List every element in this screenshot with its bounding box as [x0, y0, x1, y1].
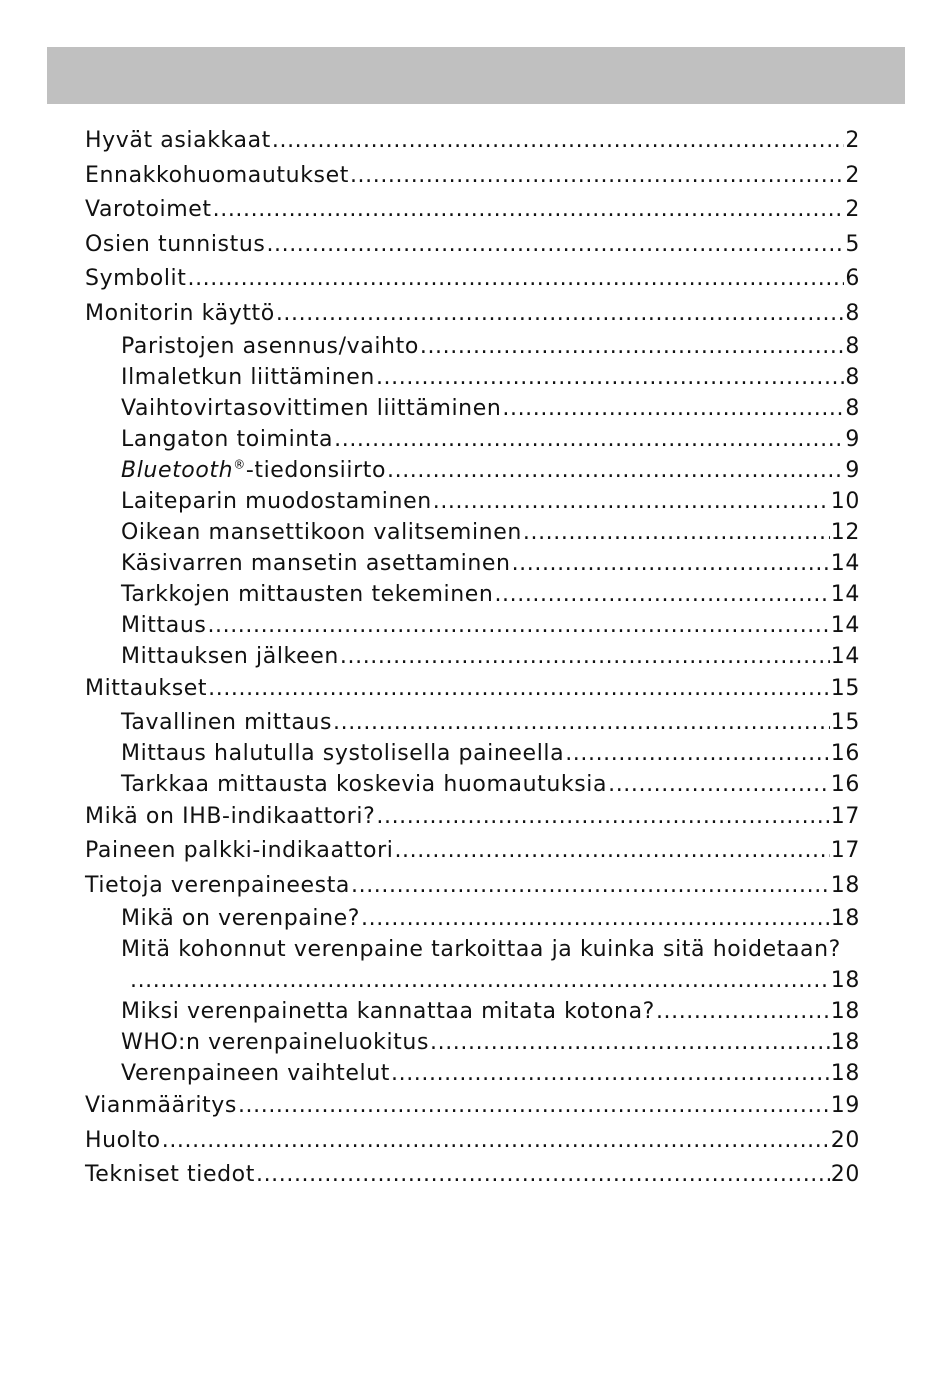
toc-entry-title: Mittauksen jälkeen [121, 644, 339, 669]
toc-entry[interactable] [85, 834, 860, 869]
toc-entry[interactable] [85, 1124, 860, 1159]
toc-entry-title: Mitä kohonnut verenpaine tarkoittaa ja kuinka sitä hoidetaan? [121, 937, 841, 962]
toc-entry[interactable] [85, 707, 860, 738]
toc-entry[interactable] [85, 769, 860, 800]
toc-entry-page: 10 [830, 489, 860, 514]
dot-leader [162, 1124, 830, 1159]
toc-entry[interactable] [85, 1058, 860, 1089]
toc-entry-page: 17 [830, 803, 860, 829]
dot-leader [208, 672, 830, 707]
toc-entry-title: Laiteparin muodostaminen [121, 489, 432, 514]
toc-entry-page: 16 [830, 771, 860, 797]
toc-entry-title: Langaton toiminta [121, 427, 334, 452]
toc-entry[interactable] [85, 1158, 860, 1193]
dot-leader [256, 1158, 830, 1193]
dot-leader [394, 834, 829, 869]
toc-entry-page: 14 [830, 582, 860, 607]
toc-entry[interactable] [85, 934, 860, 965]
toc-entry[interactable] [85, 424, 860, 455]
dot-leader [376, 800, 829, 835]
toc-entry-page: 8 [845, 334, 860, 359]
dot-leader [333, 707, 830, 738]
dot-leader [387, 455, 844, 486]
dot-leader [207, 610, 829, 641]
toc-entry-page: 9 [845, 427, 860, 452]
toc-entry-title: Osien tunnistus [85, 231, 266, 257]
dot-leader [565, 738, 830, 769]
dot-leader [656, 996, 830, 1027]
toc-entry-page: 20 [830, 1127, 860, 1153]
toc-entry-title: Mikä on IHB-indikaattori? [85, 803, 376, 829]
toc-entry[interactable] [85, 393, 860, 424]
toc-entry-page: 18 [830, 1061, 860, 1086]
toc-entry-title: Tekniset tiedot [85, 1162, 255, 1187]
dot-leader [130, 965, 830, 996]
dot-leader [340, 641, 830, 672]
header-bar [47, 47, 905, 104]
dot-leader [276, 297, 845, 332]
toc-entry-title [121, 455, 386, 486]
dot-leader [433, 486, 830, 517]
toc-entry-page: 14 [830, 613, 860, 638]
toc-entry-title: Paristojen asennus/vaihto [121, 334, 419, 359]
dot-leader [376, 362, 844, 393]
toc-entry-page: 2 [845, 162, 860, 188]
toc-entry-title: Käsivarren mansetin asettaminen [121, 551, 511, 576]
toc-entry-title: Verenpaineen vaihtelut [121, 1061, 391, 1086]
bluetooth-wordmark: Bluetooth [121, 458, 234, 483]
toc-entry-page: 8 [845, 300, 860, 326]
toc-entry[interactable] [85, 517, 860, 548]
toc-entry-page: 12 [830, 520, 860, 545]
toc-entry-title-rest: -tiedonsiirto [245, 458, 387, 483]
toc-entry[interactable] [85, 610, 860, 641]
dot-leader [188, 262, 845, 297]
toc-entry-page: 18 [830, 906, 860, 931]
toc-entry-title: Mittaus halutulla systolisella paineella [121, 740, 565, 766]
toc-entry[interactable] [85, 903, 860, 934]
dot-leader [350, 159, 844, 194]
toc-entry-title: Miksi verenpainetta kannattaa mitata kotona? [121, 999, 655, 1024]
toc-entry[interactable] [85, 262, 860, 297]
toc-entry[interactable] [85, 1089, 860, 1124]
toc-entry-page: 6 [845, 266, 860, 291]
table-of-contents [85, 124, 860, 1193]
toc-entry[interactable] [85, 455, 860, 486]
toc-entry-page: 20 [830, 1162, 860, 1187]
dot-leader [420, 331, 845, 362]
toc-entry[interactable] [85, 331, 860, 362]
toc-entry[interactable] [85, 672, 860, 707]
toc-entry-page: 14 [830, 644, 860, 669]
toc-entry[interactable] [85, 362, 860, 393]
toc-entry-page: 18 [830, 872, 860, 898]
toc-entry[interactable] [85, 738, 860, 769]
toc-entry-page: 2 [845, 128, 860, 153]
toc-entry-page: 18 [830, 1030, 860, 1055]
toc-entry[interactable] [85, 800, 860, 835]
toc-entry[interactable] [85, 869, 860, 904]
toc-entry-continuation[interactable] [85, 965, 860, 996]
dot-leader [272, 124, 844, 159]
dot-leader [502, 393, 844, 424]
toc-entry-title: WHO:n verenpaineluokitus [121, 1030, 430, 1055]
toc-entry-page: 17 [830, 838, 860, 863]
toc-entry[interactable] [85, 641, 860, 672]
toc-entry[interactable] [85, 996, 860, 1027]
dot-leader [213, 193, 845, 228]
toc-entry-page: 18 [830, 968, 860, 993]
toc-entry-page: 8 [845, 396, 860, 421]
toc-entry-page: 19 [830, 1093, 860, 1118]
toc-entry-title: Tarkkojen mittausten tekeminen [121, 582, 494, 607]
dot-leader [494, 579, 829, 610]
toc-entry[interactable] [85, 579, 860, 610]
toc-entry-title: Mittaukset [85, 676, 208, 701]
dot-leader [361, 903, 830, 934]
toc-entry-title: Mikä on verenpaine? [121, 906, 361, 931]
toc-entry-page: 9 [845, 458, 860, 483]
toc-entry-title: Tarkkaa mittausta koskevia huomautuksia [121, 771, 608, 797]
toc-entry-title: Ilmaletkun liittäminen [121, 365, 375, 390]
toc-entry-page: 14 [830, 551, 860, 576]
toc-entry[interactable] [85, 548, 860, 579]
dot-leader [608, 769, 830, 800]
toc-entry-page: 8 [845, 365, 860, 390]
dot-leader [430, 1027, 830, 1058]
toc-entry-page: 2 [845, 197, 860, 222]
toc-entry-title: Hyvät asiakkaat [85, 128, 271, 153]
toc-entry[interactable] [85, 124, 860, 159]
toc-entry[interactable] [85, 228, 860, 263]
toc-entry-title: Symbolit [85, 266, 187, 291]
toc-entry-title: Ennakkohuomautukset [85, 162, 349, 188]
dot-leader [523, 517, 830, 548]
toc-entry-title: Tietoja verenpaineesta [85, 872, 351, 898]
toc-entry[interactable] [85, 297, 860, 332]
dot-leader [351, 869, 830, 904]
toc-entry-title: Varotoimet [85, 197, 212, 222]
dot-leader [512, 548, 830, 579]
toc-entry-title: Oikean mansettikoon valitseminen [121, 520, 522, 545]
dot-leader [266, 228, 844, 263]
dot-leader [334, 424, 844, 455]
toc-entry-title: Tavallinen mittaus [121, 709, 333, 735]
toc-entry[interactable] [85, 159, 860, 194]
toc-entry[interactable] [85, 193, 860, 228]
registered-mark: ® [233, 457, 246, 472]
toc-entry[interactable] [85, 1027, 860, 1058]
toc-entry-title: Monitorin käyttö [85, 300, 275, 326]
toc-entry-page: 15 [830, 709, 860, 735]
toc-entry[interactable] [85, 486, 860, 517]
toc-entry-page: 5 [845, 231, 860, 257]
toc-entry-title: Vaihtovirtasovittimen liittäminen [121, 396, 502, 421]
toc-entry-title: Vianmääritys [85, 1093, 237, 1118]
toc-entry-page: 15 [830, 676, 860, 701]
toc-entry-title: Mittaus [121, 613, 207, 638]
toc-entry-page: 18 [830, 999, 860, 1024]
dot-leader [238, 1089, 830, 1124]
toc-entry-title: Huolto [85, 1127, 161, 1153]
dot-leader [391, 1058, 830, 1089]
toc-entry-title: Paineen palkki-indikaattori [85, 838, 394, 863]
toc-entry-page: 16 [830, 740, 860, 766]
